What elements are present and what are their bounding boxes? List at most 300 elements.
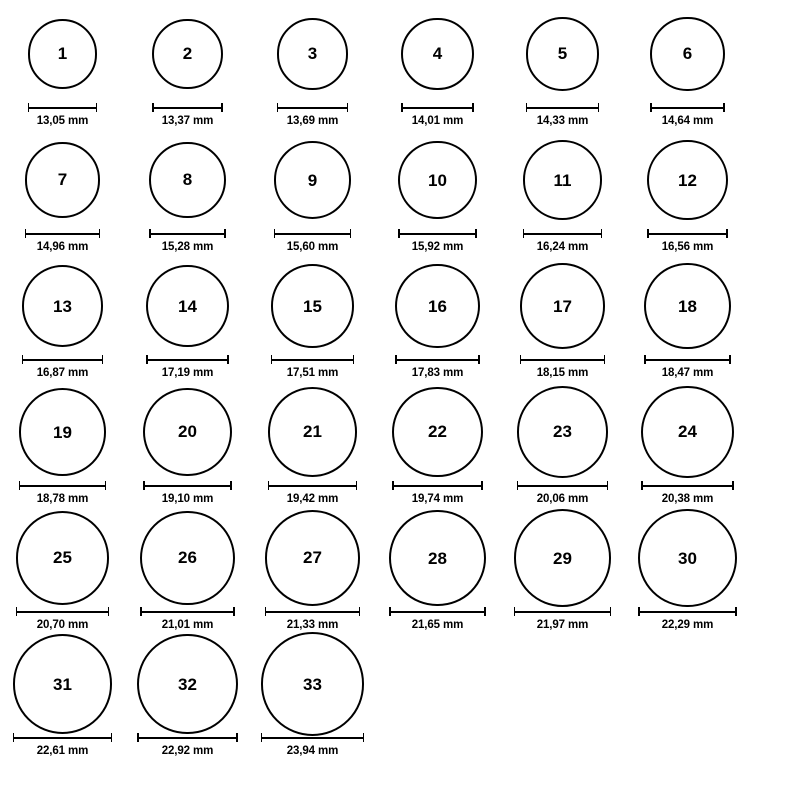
diameter-label: 13,37 mm [161, 115, 214, 127]
diameter-measure-bar [401, 103, 474, 112]
measure-tick-left [520, 355, 522, 364]
ring-size-number: 22 [428, 422, 447, 442]
measure-line [143, 485, 231, 487]
ring-circle-wrap [526, 6, 600, 102]
ring-size-cell [125, 258, 250, 379]
diameter-measure-bar [143, 481, 231, 490]
measure-tick-right [105, 481, 107, 490]
measure-line [22, 359, 104, 361]
ring-size-number: 1 [57, 44, 68, 64]
ring-circle [19, 388, 107, 476]
measure-tick-left [268, 481, 270, 490]
measure-line [19, 485, 107, 487]
measure-line [274, 233, 352, 235]
ring-circle-wrap [520, 258, 606, 354]
ring-size-cell [125, 132, 250, 253]
diameter-label: 23,94 mm [286, 745, 339, 757]
measure-tick-right [111, 733, 113, 742]
measure-line [520, 359, 606, 361]
ring-size-cell [250, 6, 375, 127]
ring-circle [271, 264, 355, 348]
diameter-measure-bar [392, 481, 482, 490]
diameter-label: 22,61 mm [36, 745, 89, 757]
measure-tick-left [523, 229, 525, 238]
ring-size-cell [0, 384, 125, 505]
measure-tick-right [353, 355, 355, 364]
ring-circle [650, 17, 725, 92]
ring-circle [261, 632, 364, 735]
diameter-measure-bar [149, 229, 226, 238]
measure-line [16, 611, 109, 613]
measure-tick-left [395, 355, 397, 364]
measure-tick-left [514, 607, 516, 616]
measure-tick-left [22, 355, 24, 364]
measure-line [392, 485, 482, 487]
diameter-measure-bar [13, 733, 112, 742]
diameter-label: 14,96 mm [36, 241, 89, 253]
ring-circle [143, 388, 231, 476]
ring-circle [274, 141, 352, 219]
measure-tick-right [723, 103, 725, 112]
ring-size-number: 13 [53, 296, 72, 316]
measure-tick-left [143, 481, 145, 490]
diameter-label: 21,65 mm [411, 619, 464, 631]
measure-tick-left [650, 103, 652, 112]
measure-tick-left [647, 229, 649, 238]
ring-circle-wrap [395, 258, 480, 354]
measure-tick-left [28, 103, 30, 112]
diameter-label: 21,33 mm [286, 619, 339, 631]
ring-circle [277, 18, 349, 90]
measure-tick-right [108, 607, 110, 616]
measure-tick-right [475, 229, 477, 238]
ring-size-cell [0, 636, 125, 757]
measure-tick-right [224, 229, 226, 238]
ring-circle-wrap [650, 6, 725, 102]
ring-circle-wrap [19, 384, 107, 480]
measure-line [271, 359, 355, 361]
measure-line [647, 233, 728, 235]
ring-size-cell [125, 510, 250, 631]
measure-tick-left [25, 229, 27, 238]
ring-circle-wrap [277, 6, 349, 102]
ring-size-cell [625, 384, 750, 505]
measure-line [152, 107, 223, 109]
chart-row [0, 258, 800, 384]
ring-size-number: 2 [182, 44, 193, 64]
measure-tick-right [610, 607, 612, 616]
ring-size-number: 19 [53, 422, 72, 442]
diameter-measure-bar [19, 481, 107, 490]
ring-size-cell [0, 6, 125, 127]
ring-size-cell [625, 258, 750, 379]
diameter-measure-bar [395, 355, 480, 364]
diameter-measure-bar [523, 229, 603, 238]
measure-tick-right [221, 103, 223, 112]
diameter-label: 17,19 mm [161, 367, 214, 379]
measure-tick-right [230, 481, 232, 490]
measure-tick-right [347, 103, 349, 112]
measure-tick-left [638, 607, 640, 616]
measure-line [523, 233, 603, 235]
measure-tick-left [389, 607, 391, 616]
ring-circle-wrap [22, 258, 104, 354]
measure-line [401, 107, 474, 109]
ring-size-cell [625, 132, 750, 253]
ring-size-cell [375, 6, 500, 127]
chart-row [0, 636, 800, 762]
ring-size-cell [625, 510, 750, 631]
ring-circle [140, 511, 234, 605]
diameter-measure-bar [526, 103, 600, 112]
ring-circle-wrap [265, 510, 360, 606]
ring-size-cell [500, 510, 625, 631]
ring-circle [526, 17, 600, 91]
measure-tick-right [732, 481, 734, 490]
measure-tick-left [392, 481, 394, 490]
ring-circle [392, 387, 482, 477]
ring-size-number: 6 [682, 44, 693, 64]
ring-circle-wrap [647, 132, 728, 228]
diameter-label: 20,06 mm [536, 493, 589, 505]
diameter-measure-bar [137, 733, 237, 742]
ring-circle [514, 509, 611, 606]
ring-circle [152, 19, 223, 90]
ring-size-number: 32 [178, 674, 197, 694]
ring-circle-wrap [16, 510, 109, 606]
ring-size-cell [250, 384, 375, 505]
diameter-measure-bar [25, 229, 101, 238]
ring-size-number: 24 [678, 422, 697, 442]
ring-size-cell [375, 132, 500, 253]
measure-tick-right [102, 355, 104, 364]
measure-line [146, 359, 229, 361]
ring-circle-wrap [146, 258, 229, 354]
diameter-label: 18,78 mm [36, 493, 89, 505]
ring-size-cell [375, 510, 500, 631]
ring-circle-wrap [398, 132, 477, 228]
measure-tick-right [478, 355, 480, 364]
measure-tick-left [13, 733, 15, 742]
measure-tick-right [363, 733, 365, 742]
diameter-measure-bar [389, 607, 485, 616]
diameter-measure-bar [647, 229, 728, 238]
measure-tick-left [19, 481, 21, 490]
diameter-label: 16,87 mm [36, 367, 89, 379]
ring-size-cell [0, 132, 125, 253]
diameter-measure-bar [644, 355, 731, 364]
diameter-measure-bar [641, 481, 733, 490]
diameter-label: 15,60 mm [286, 241, 339, 253]
measure-tick-right [598, 103, 600, 112]
ring-size-number: 20 [178, 422, 197, 442]
ring-size-number: 9 [307, 170, 318, 190]
diameter-label: 15,92 mm [411, 241, 464, 253]
ring-size-number: 29 [553, 548, 572, 568]
diameter-label: 14,01 mm [411, 115, 464, 127]
ring-circle-wrap [517, 384, 608, 480]
ring-size-number: 4 [432, 44, 443, 64]
measure-tick-right [350, 229, 352, 238]
ring-circle [22, 265, 104, 347]
ring-circle [149, 142, 226, 219]
diameter-label: 17,51 mm [286, 367, 339, 379]
measure-tick-right [735, 607, 737, 616]
measure-line [638, 611, 736, 613]
ring-size-number: 7 [57, 170, 68, 190]
measure-tick-left [277, 103, 279, 112]
measure-line [277, 107, 349, 109]
ring-circle-wrap [389, 510, 485, 606]
measure-line [265, 611, 360, 613]
ring-circle [25, 142, 101, 218]
measure-tick-left [152, 103, 154, 112]
ring-circle-wrap [641, 384, 733, 480]
ring-size-number: 11 [553, 170, 572, 190]
ring-circle-wrap [644, 258, 731, 354]
measure-line [389, 611, 485, 613]
chart-row [0, 510, 800, 636]
measure-tick-right [601, 229, 603, 238]
ring-circle [389, 510, 485, 606]
ring-size-number: 23 [553, 422, 572, 442]
ring-size-cell [125, 636, 250, 757]
ring-size-cell [125, 6, 250, 127]
measure-tick-right [481, 481, 483, 490]
diameter-measure-bar [274, 229, 352, 238]
measure-tick-left [398, 229, 400, 238]
diameter-measure-bar [277, 103, 349, 112]
ring-circle [647, 140, 728, 221]
measure-line [395, 359, 480, 361]
diameter-label: 14,33 mm [536, 115, 589, 127]
ring-circle-wrap [152, 6, 223, 102]
ring-size-number: 33 [303, 674, 322, 694]
measure-tick-right [359, 607, 361, 616]
ring-circle-wrap [28, 6, 98, 102]
measure-tick-right [356, 481, 358, 490]
ring-circle [268, 387, 357, 476]
ring-size-cell [375, 258, 500, 379]
ring-circle [137, 634, 237, 734]
ring-size-number: 30 [678, 548, 697, 568]
measure-tick-left [265, 607, 267, 616]
measure-tick-right [484, 607, 486, 616]
measure-tick-left [526, 103, 528, 112]
diameter-label: 22,29 mm [661, 619, 714, 631]
measure-line [514, 611, 611, 613]
ring-circle [28, 19, 98, 89]
ring-size-cell [500, 258, 625, 379]
diameter-label: 19,10 mm [161, 493, 214, 505]
ring-size-number: 12 [678, 170, 697, 190]
ring-size-cell [500, 132, 625, 253]
ring-circle [644, 263, 731, 350]
measure-line [149, 233, 226, 235]
measure-tick-right [729, 355, 731, 364]
diameter-measure-bar [16, 607, 109, 616]
ring-size-number: 31 [53, 674, 72, 694]
measure-line [28, 107, 98, 109]
ring-size-number: 14 [178, 296, 197, 316]
diameter-label: 16,56 mm [661, 241, 714, 253]
ring-size-number: 5 [557, 44, 568, 64]
measure-tick-left [137, 733, 139, 742]
ring-size-number: 26 [178, 548, 197, 568]
measure-line [25, 233, 101, 235]
measure-line [517, 485, 608, 487]
ring-circle-wrap [149, 132, 226, 228]
diameter-measure-bar [140, 607, 234, 616]
ring-size-number: 18 [678, 296, 697, 316]
ring-size-cell [250, 258, 375, 379]
diameter-label: 13,69 mm [286, 115, 339, 127]
ring-size-cell [0, 258, 125, 379]
measure-line [398, 233, 477, 235]
ring-circle [401, 18, 474, 91]
ring-size-cell [0, 510, 125, 631]
diameter-measure-bar [22, 355, 104, 364]
diameter-label: 21,01 mm [161, 619, 214, 631]
measure-tick-right [604, 355, 606, 364]
ring-circle-wrap [401, 6, 474, 102]
ring-circle-wrap [261, 636, 364, 732]
ring-circle [146, 265, 229, 348]
ring-size-number: 27 [303, 548, 322, 568]
ring-circle [265, 510, 360, 605]
measure-tick-left [641, 481, 643, 490]
measure-tick-right [96, 103, 98, 112]
ring-size-number: 17 [553, 296, 572, 316]
measure-tick-left [274, 229, 276, 238]
ring-circle [520, 263, 606, 349]
measure-tick-left [644, 355, 646, 364]
diameter-measure-bar [638, 607, 736, 616]
ring-size-cell [500, 6, 625, 127]
diameter-measure-bar [28, 103, 98, 112]
ring-circle [641, 386, 733, 478]
diameter-label: 14,64 mm [661, 115, 714, 127]
diameter-label: 19,74 mm [411, 493, 464, 505]
chart-row [0, 384, 800, 510]
ring-circle [16, 511, 109, 604]
diameter-label: 15,28 mm [161, 241, 214, 253]
measure-line [13, 737, 112, 739]
ring-circle-wrap [143, 384, 231, 480]
diameter-measure-bar [271, 355, 355, 364]
measure-tick-left [261, 733, 263, 742]
diameter-measure-bar [650, 103, 725, 112]
ring-circle [638, 509, 736, 607]
ring-size-number: 15 [303, 296, 322, 316]
ring-circle-wrap [137, 636, 237, 732]
ring-circle [517, 386, 608, 477]
measure-tick-right [236, 733, 238, 742]
diameter-measure-bar [268, 481, 357, 490]
ring-size-number: 21 [303, 422, 322, 442]
ring-circle-wrap [523, 132, 603, 228]
diameter-measure-bar [520, 355, 606, 364]
diameter-label: 20,70 mm [36, 619, 89, 631]
ring-circle [398, 141, 477, 220]
ring-size-cell [375, 384, 500, 505]
measure-line [650, 107, 725, 109]
measure-tick-left [146, 355, 148, 364]
measure-line [137, 737, 237, 739]
measure-tick-right [472, 103, 474, 112]
chart-row [0, 6, 800, 132]
diameter-label: 21,97 mm [536, 619, 589, 631]
ring-size-number: 10 [428, 170, 447, 190]
diameter-measure-bar [261, 733, 364, 742]
ring-circle [395, 264, 480, 349]
diameter-measure-bar [398, 229, 477, 238]
measure-tick-left [271, 355, 273, 364]
measure-tick-left [149, 229, 151, 238]
ring-size-cell [125, 384, 250, 505]
measure-tick-right [233, 607, 235, 616]
diameter-label: 17,83 mm [411, 367, 464, 379]
chart-row [0, 132, 800, 258]
ring-circle [523, 140, 603, 220]
measure-line [526, 107, 600, 109]
ring-circle-wrap [274, 132, 352, 228]
diameter-measure-bar [152, 103, 223, 112]
measure-tick-right [607, 481, 609, 490]
diameter-measure-bar [146, 355, 229, 364]
ring-circle-wrap [25, 132, 101, 228]
diameter-measure-bar [514, 607, 611, 616]
ring-circle-wrap [271, 258, 355, 354]
diameter-label: 18,15 mm [536, 367, 589, 379]
diameter-label: 13,05 mm [36, 115, 89, 127]
ring-size-number: 25 [53, 548, 72, 568]
ring-size-cell [250, 510, 375, 631]
measure-line [644, 359, 731, 361]
ring-circle-wrap [638, 510, 736, 606]
measure-tick-left [140, 607, 142, 616]
diameter-label: 16,24 mm [536, 241, 589, 253]
measure-line [268, 485, 357, 487]
diameter-label: 18,47 mm [661, 367, 714, 379]
ring-circle-wrap [514, 510, 611, 606]
ring-circle-wrap [268, 384, 357, 480]
measure-tick-left [517, 481, 519, 490]
ring-circle-wrap [392, 384, 482, 480]
measure-tick-left [401, 103, 403, 112]
measure-line [261, 737, 364, 739]
ring-size-cell [500, 384, 625, 505]
ring-size-number: 28 [428, 548, 447, 568]
diameter-label: 22,92 mm [161, 745, 214, 757]
measure-tick-right [99, 229, 101, 238]
ring-size-number: 3 [307, 44, 318, 64]
ring-size-number: 16 [428, 296, 447, 316]
ring-size-cell [250, 132, 375, 253]
ring-size-number: 8 [182, 170, 193, 190]
diameter-measure-bar [517, 481, 608, 490]
measure-line [641, 485, 733, 487]
diameter-measure-bar [265, 607, 360, 616]
measure-tick-right [227, 355, 229, 364]
diameter-label: 20,38 mm [661, 493, 714, 505]
ring-circle-wrap [13, 636, 112, 732]
measure-tick-left [16, 607, 18, 616]
ring-circle-wrap [140, 510, 234, 606]
ring-size-cell [250, 636, 375, 757]
measure-tick-right [726, 229, 728, 238]
ring-size-cell [625, 6, 750, 127]
